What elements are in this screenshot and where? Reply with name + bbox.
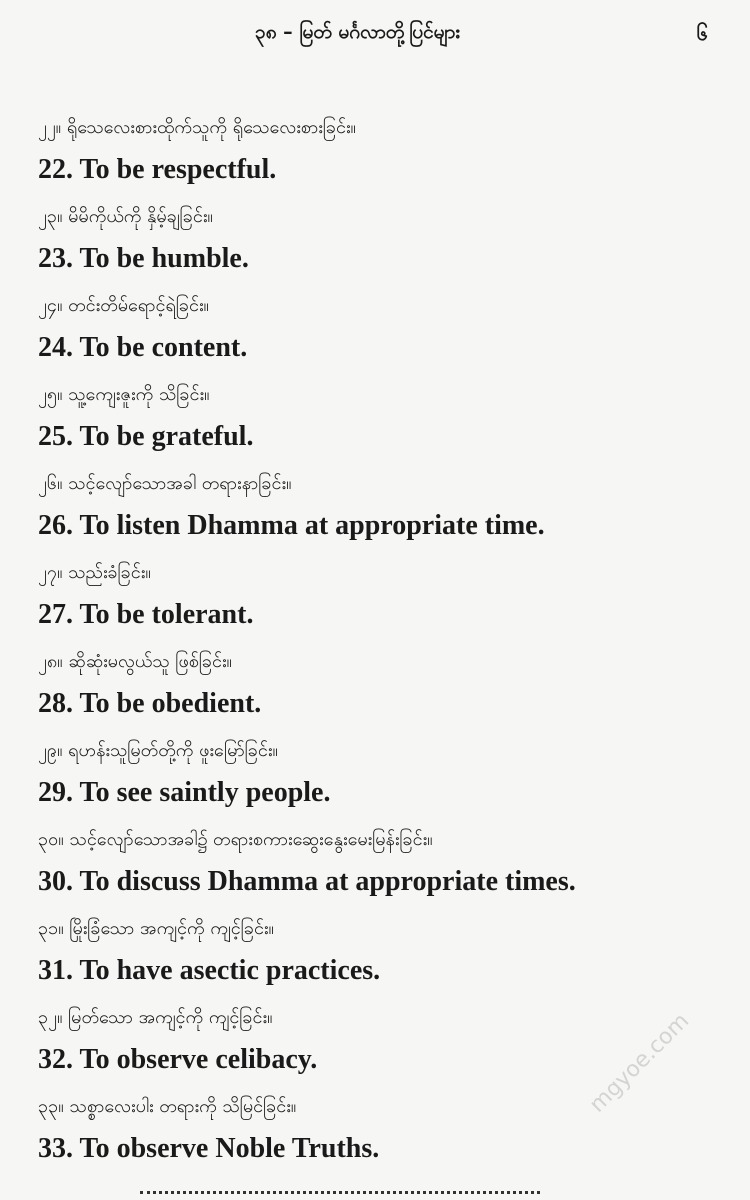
entry-english: 24. To be content. bbox=[38, 332, 248, 363]
entry-english: 25. To be grateful. bbox=[38, 421, 254, 452]
entry-25 bbox=[38, 375, 728, 464]
entry-english: 33. To observe Noble Truths. bbox=[38, 1133, 380, 1164]
entry-burmese: ၂၉။ ရဟန်းသူမြတ်တို့ကို ဖူးမြော်ခြင်း။ bbox=[38, 740, 278, 761]
page-number: ၆ bbox=[696, 21, 708, 45]
page-header bbox=[0, 14, 750, 54]
entry-english: 31. To have asectic practices. bbox=[38, 955, 381, 986]
header-title: ၃၈ – မြတ် မင်္ဂလာတို့ပြင်များ bbox=[255, 21, 461, 43]
watermark-text: mgyoe.com bbox=[585, 1008, 695, 1118]
entry-30 bbox=[38, 820, 728, 909]
entry-english: 27. To be tolerant. bbox=[38, 599, 254, 630]
entry-31 bbox=[38, 909, 728, 998]
footer-divider bbox=[140, 1191, 540, 1194]
entry-burmese: ၃၃။ သစ္စာလေးပါး တရားကို သိမြင်ခြင်း။ bbox=[38, 1096, 297, 1117]
entry-24 bbox=[38, 286, 728, 375]
entry-28 bbox=[38, 642, 728, 731]
entry-english: 26. To listen Dhamma at appropriate time. bbox=[38, 510, 545, 541]
entry-english: 29. To see saintly people. bbox=[38, 777, 331, 808]
entry-burmese: ၂၃။ မိမိကိုယ်ကို နှိမ့်ချခြင်း။ bbox=[38, 206, 213, 227]
entry-29 bbox=[38, 731, 728, 820]
entry-burmese: ၂၅။ သူ့ကျေးဇူးကို သိခြင်း။ bbox=[38, 384, 210, 405]
entry-english: 22. To be respectful. bbox=[38, 154, 277, 185]
entry-burmese: ၂၇။ သည်းခံခြင်း။ bbox=[38, 562, 151, 583]
entry-burmese: ၃၁။ မြိုးခြံသော အကျင့်ကို ကျင့်ခြင်း။ bbox=[38, 918, 274, 939]
entry-burmese: ၂၄။ တင်းတိမ်ရောင့်ရဲခြင်း။ bbox=[38, 295, 210, 316]
entry-burmese: ၂၈။ ဆိုဆုံးမလွယ်သူ ဖြစ်ခြင်း။ bbox=[38, 651, 233, 672]
entry-english: 23. To be humble. bbox=[38, 243, 249, 274]
entry-burmese: ၂၆။ သင့်လျော်သောအခါ တရားနာခြင်း။ bbox=[38, 473, 292, 494]
entry-burmese: ၃၀။ သင့်လျော်သောအခါ၌ တရားစကားဆွေးနွေးမေးမြန်းခြင်း။ bbox=[38, 829, 433, 850]
entry-26 bbox=[38, 464, 728, 553]
entry-burmese: ၃၂။ မြတ်သော အကျင့်ကို ကျင့်ခြင်း။ bbox=[38, 1007, 273, 1028]
entry-english: 32. To observe celibacy. bbox=[38, 1044, 318, 1075]
entry-22 bbox=[38, 108, 728, 197]
entry-english: 28. To be obedient. bbox=[38, 688, 262, 719]
entry-33 bbox=[38, 1087, 728, 1176]
entries-list bbox=[38, 108, 728, 1176]
entry-23 bbox=[38, 197, 728, 286]
entry-27 bbox=[38, 553, 728, 642]
entry-english: 30. To discuss Dhamma at appropriate times. bbox=[38, 866, 576, 897]
entry-burmese: ၂၂။ ရိုသေလေးစားထိုက်သူကို ရိုသေလေးစားခြင်း။ bbox=[38, 117, 357, 138]
